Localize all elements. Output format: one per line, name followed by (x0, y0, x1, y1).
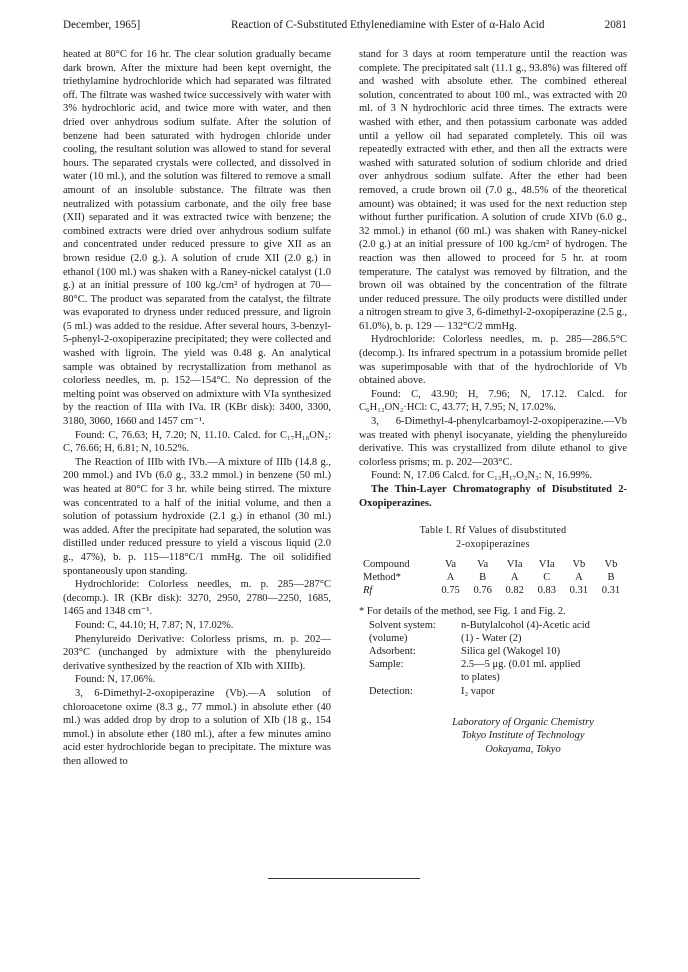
running-header (63, 19, 627, 35)
detail-key: Solvent system: (369, 619, 436, 631)
table-cell: 0.31 (569, 585, 589, 597)
table-cell: Rf (363, 585, 373, 597)
table-cell: 0.82 (505, 585, 524, 597)
affiliation-line: Laboratory of Organic Chemistry (452, 716, 594, 728)
right-column (359, 48, 627, 757)
table-cell: Vb (572, 559, 586, 571)
section-paragraph: The Reaction of IIIb with IVb.—A mixture of IIIb (14.8 g., 200 mmol.) and IVb (6.0 g., 33.2 mmol.) in benzene (50 ml.) was heated at 80°C for 3 hr. while being stirred. The mixture was concentrated to a half of the initial volume, and then a solution of potassium hydroxide (2.1 g.) in ethanol (30 ml.) was added. After the precipitate had separated, the solution was distilled under reduced pressure to yield a viscous liquid (2.0 g., 47%), b. p. 115—118°C/1 mmHg. The oil solidified spontaneously upon standing. (63, 456, 331, 577)
table-cell: 0.83 (537, 585, 556, 597)
detail-row (359, 632, 627, 645)
section-paragraph: 3, 6-Dimethyl-2-oxopiperazine (Vb).—A solution of chloroacetone oxime (8.3 g., 77 mmol.) in absolute ether (40 ml.) was added drop by drop to a solution of XIb (18 g., 154 mmol.) in absolute ether (180 ml.), after a few minutes amino acid ester hydrochloride began to precipitate. The mixture was then allowed to (63, 687, 331, 767)
table-cell: 0.75 (441, 585, 460, 597)
detail-key (359, 671, 461, 684)
table-cell: A (575, 572, 583, 584)
table-cell: Compound (363, 559, 410, 571)
table-cell: 0.76 (473, 585, 492, 597)
page-number: 2081 (604, 19, 627, 31)
table-cell: A (446, 572, 455, 584)
table-cell: Va (477, 559, 489, 571)
table-cell: VIa (538, 559, 555, 571)
table-row (359, 571, 627, 584)
table-cell: VIa (506, 559, 523, 571)
affiliation-line: Ookayama, Tokyo (485, 743, 561, 755)
detail-key: Adsorbent: (369, 645, 416, 657)
table-footnote: * For details of the method, see Fig. 1 and Fig. 2. (359, 606, 566, 618)
paragraph: Found: C, 44.10; H, 7.87; N, 17.02%. (75, 619, 234, 631)
table-title: Table I. Rf Values of disubstituted (419, 525, 567, 537)
table-row (359, 584, 627, 597)
paragraph: Found: C, 76.63; H, 7.20; N, 11.10. Calcd. for C₁₇H₁₈ON₂: C, 76.66; H, 6.81; N, 10.52%. (63, 429, 331, 455)
closing-rule (268, 878, 420, 879)
detail-key: Detection: (369, 685, 413, 697)
detail-value: I₂ vapor (461, 685, 495, 697)
detail-value: (1) - Water (2) (461, 632, 522, 644)
paragraph: Found: N, 17.06%. (75, 674, 156, 686)
left-column (63, 48, 331, 768)
table-cell: C (543, 572, 551, 584)
detail-value: to plates) (461, 672, 500, 684)
table-cell: Vb (604, 559, 618, 571)
paragraph: Found: C, 43.90; H, 7.96; N, 17.12. Calcd. for C₆H₁₂ON₂·HCl: C, 43.77; H, 7.95; N, 17.02%. (359, 388, 627, 414)
affiliation (359, 716, 627, 757)
paragraph: heated at 80°C for 16 hr. The clear solution gradually became dark brown. After the mixture had been kept overnight, the triethylamine hydrochloride which had separated was filtrated off. The filtrate was washed twice successively with water with 3% hydrochloric acid, and twice more with water, and then dried over anhydrous sodium sulfate. After the solution of benzene had been saturated with hydrogen chloride under cooling, the resultant solution was allowed to stand for several hours. The separated crystals were collected, and dissolved in water (10 ml.), and the solution was filtered to remove a small amount of an insoluble substance. The filtrate was then neutralized with potassium carbonate, and the oily free base (XII) separated and it was extracted twice with benzene; the combined extracts were dried over anhydrous sodium sulfate and concentrated under reduced pressure to give XII as an brown residue (2.0 g.). A solution of crude XII (2.0 g.) in ethanol (100 ml.) was shaken with a Raney-nickel catalyst (1.0 g.) at an initial pressure of 100 kg./cm² of hydrogen at 70—80°C. The product was separated from the catalyst, the filtrate was evaporated to dryness under reduced pressure, and ligroin (5 ml.) was added to the residue. After several hours, 3-benzyl-5-phenyl-2-oxopiperazine precipitated; they were collected and washed with ligroin. The yield was 0.48 g. An analytical sample was obtained by recrystallization from methanol as colorless needles, m. p. 152—154°C. No depression of the melting point was observed on admixture with VIa synthesized by the reaction of IIIa with IVa. IR (KBr disk): 3400, 3300, 3180, 3060, 1660 and 1457 cm⁻¹. (63, 49, 331, 428)
table-subtitle: 2-oxopiperazines (456, 538, 530, 550)
detail-value: n-Butylalcohol (4)-Acetic acid (461, 619, 590, 631)
section-paragraph: 3, 6-Dimethyl-4-phenylcarbamoyl-2-oxopiperazine.—Vb was treated with phenyl isocyanate, yielding the phenylureido derivative. This was crystallized from dilute ethanol to give colorless prisms; m. p. 202—203°C. (359, 416, 627, 468)
table-row (359, 558, 627, 571)
detail-row (359, 685, 627, 698)
detail-value: Silica gel (Wakogel 10) (461, 645, 561, 657)
detail-key: Sample: (369, 659, 404, 671)
table-cell: Va (445, 559, 457, 571)
table-cell: 0.31 (601, 585, 621, 597)
detail-row (359, 645, 627, 658)
detail-key: (volume) (369, 632, 408, 644)
section-heading: The Thin-Layer Chromatography of Disubstituted 2-Oxopiperazines. (359, 484, 627, 509)
detail-row (359, 671, 627, 684)
header-title: Reaction of C-Substituted Ethylenediamine with Ester of α-Halo Acid (231, 19, 545, 31)
table-cell: B (607, 572, 615, 584)
detail-value: 2.5—5 μg. (0.01 ml. applied (461, 659, 581, 671)
table-cell: Method* (363, 572, 401, 584)
header-date: December, 1965] (63, 19, 141, 31)
rf-table (359, 558, 627, 597)
paragraph: Phenylureido Derivative: Colorless prisms, m. p. 202—203°C (unchanged by admixture with the phenylureido derivative synthesized by the reaction of XIb with XIIIb). (63, 633, 331, 672)
detail-row (359, 619, 627, 632)
paragraph: Found: N, 17.06 Calcd. for C₁₃H₁₇O₂N₃: N, 16.99%. (371, 470, 593, 482)
table-cell: B (479, 572, 487, 584)
paragraph: Hydrochloride: Colorless needles, m. p. 285—287°C (decomp.). IR (KBr disk): 3270, 2950, 2780—2250, 1685, 1465 and 1348 cm⁻¹. (63, 579, 331, 618)
detail-row (359, 658, 627, 671)
table-cell: A (510, 572, 519, 584)
affiliation-line: Tokyo Institute of Technology (461, 730, 585, 742)
paragraph: stand for 3 days at room temperature until the reaction was complete. The precipitated salt (11.1 g., 93.8%) was filtered off and washed with absolute ether. The combined ethereal solution, concentrated to about 100 ml., was extracted with 20 ml. of 3 N hydrochloric acid three times. The extracts were washed with ether, and then potassium carbonate was added until a yellow oil had separated completely. This oil was repeatedly extracted with ether, and then all the extracts were washed with saturated solution of sodium chloride and dried over anhydrous sodium sulfate. After the ether had been removed, a crude brown oil (7.0 g., 48.5% of the theoretical amount) was obtained; it was used for the next reduction step without further purification. A solution of crude XIVb (6.0 g., 32 mmol.) in ethanol (60 ml.) was shaken with Raney-nickel (2.0 g.) at an initial pressure of 100 kg./cm² of hydrogen. The reaction was then allowed to proceed for 5 hr. at room temperature. The catalyst was removed by filtration, and the brown oil was obtained by the concentration of the filtrate under reduced pressure. The oily products were distilled under a nitrogen stream to give 3, 6-dimethyl-2-oxopiperazine (2.5 g., 61.0%), b. p. 129 — 132°C/2 mmHg. (359, 49, 627, 332)
paragraph: Hydrochloride: Colorless needles, m. p. 285—286.5°C (decomp.). Its infrared spectrum in a potassium bromide pellet was superimposable with that of the hydrochloride of Vb obtained above. (359, 334, 627, 387)
